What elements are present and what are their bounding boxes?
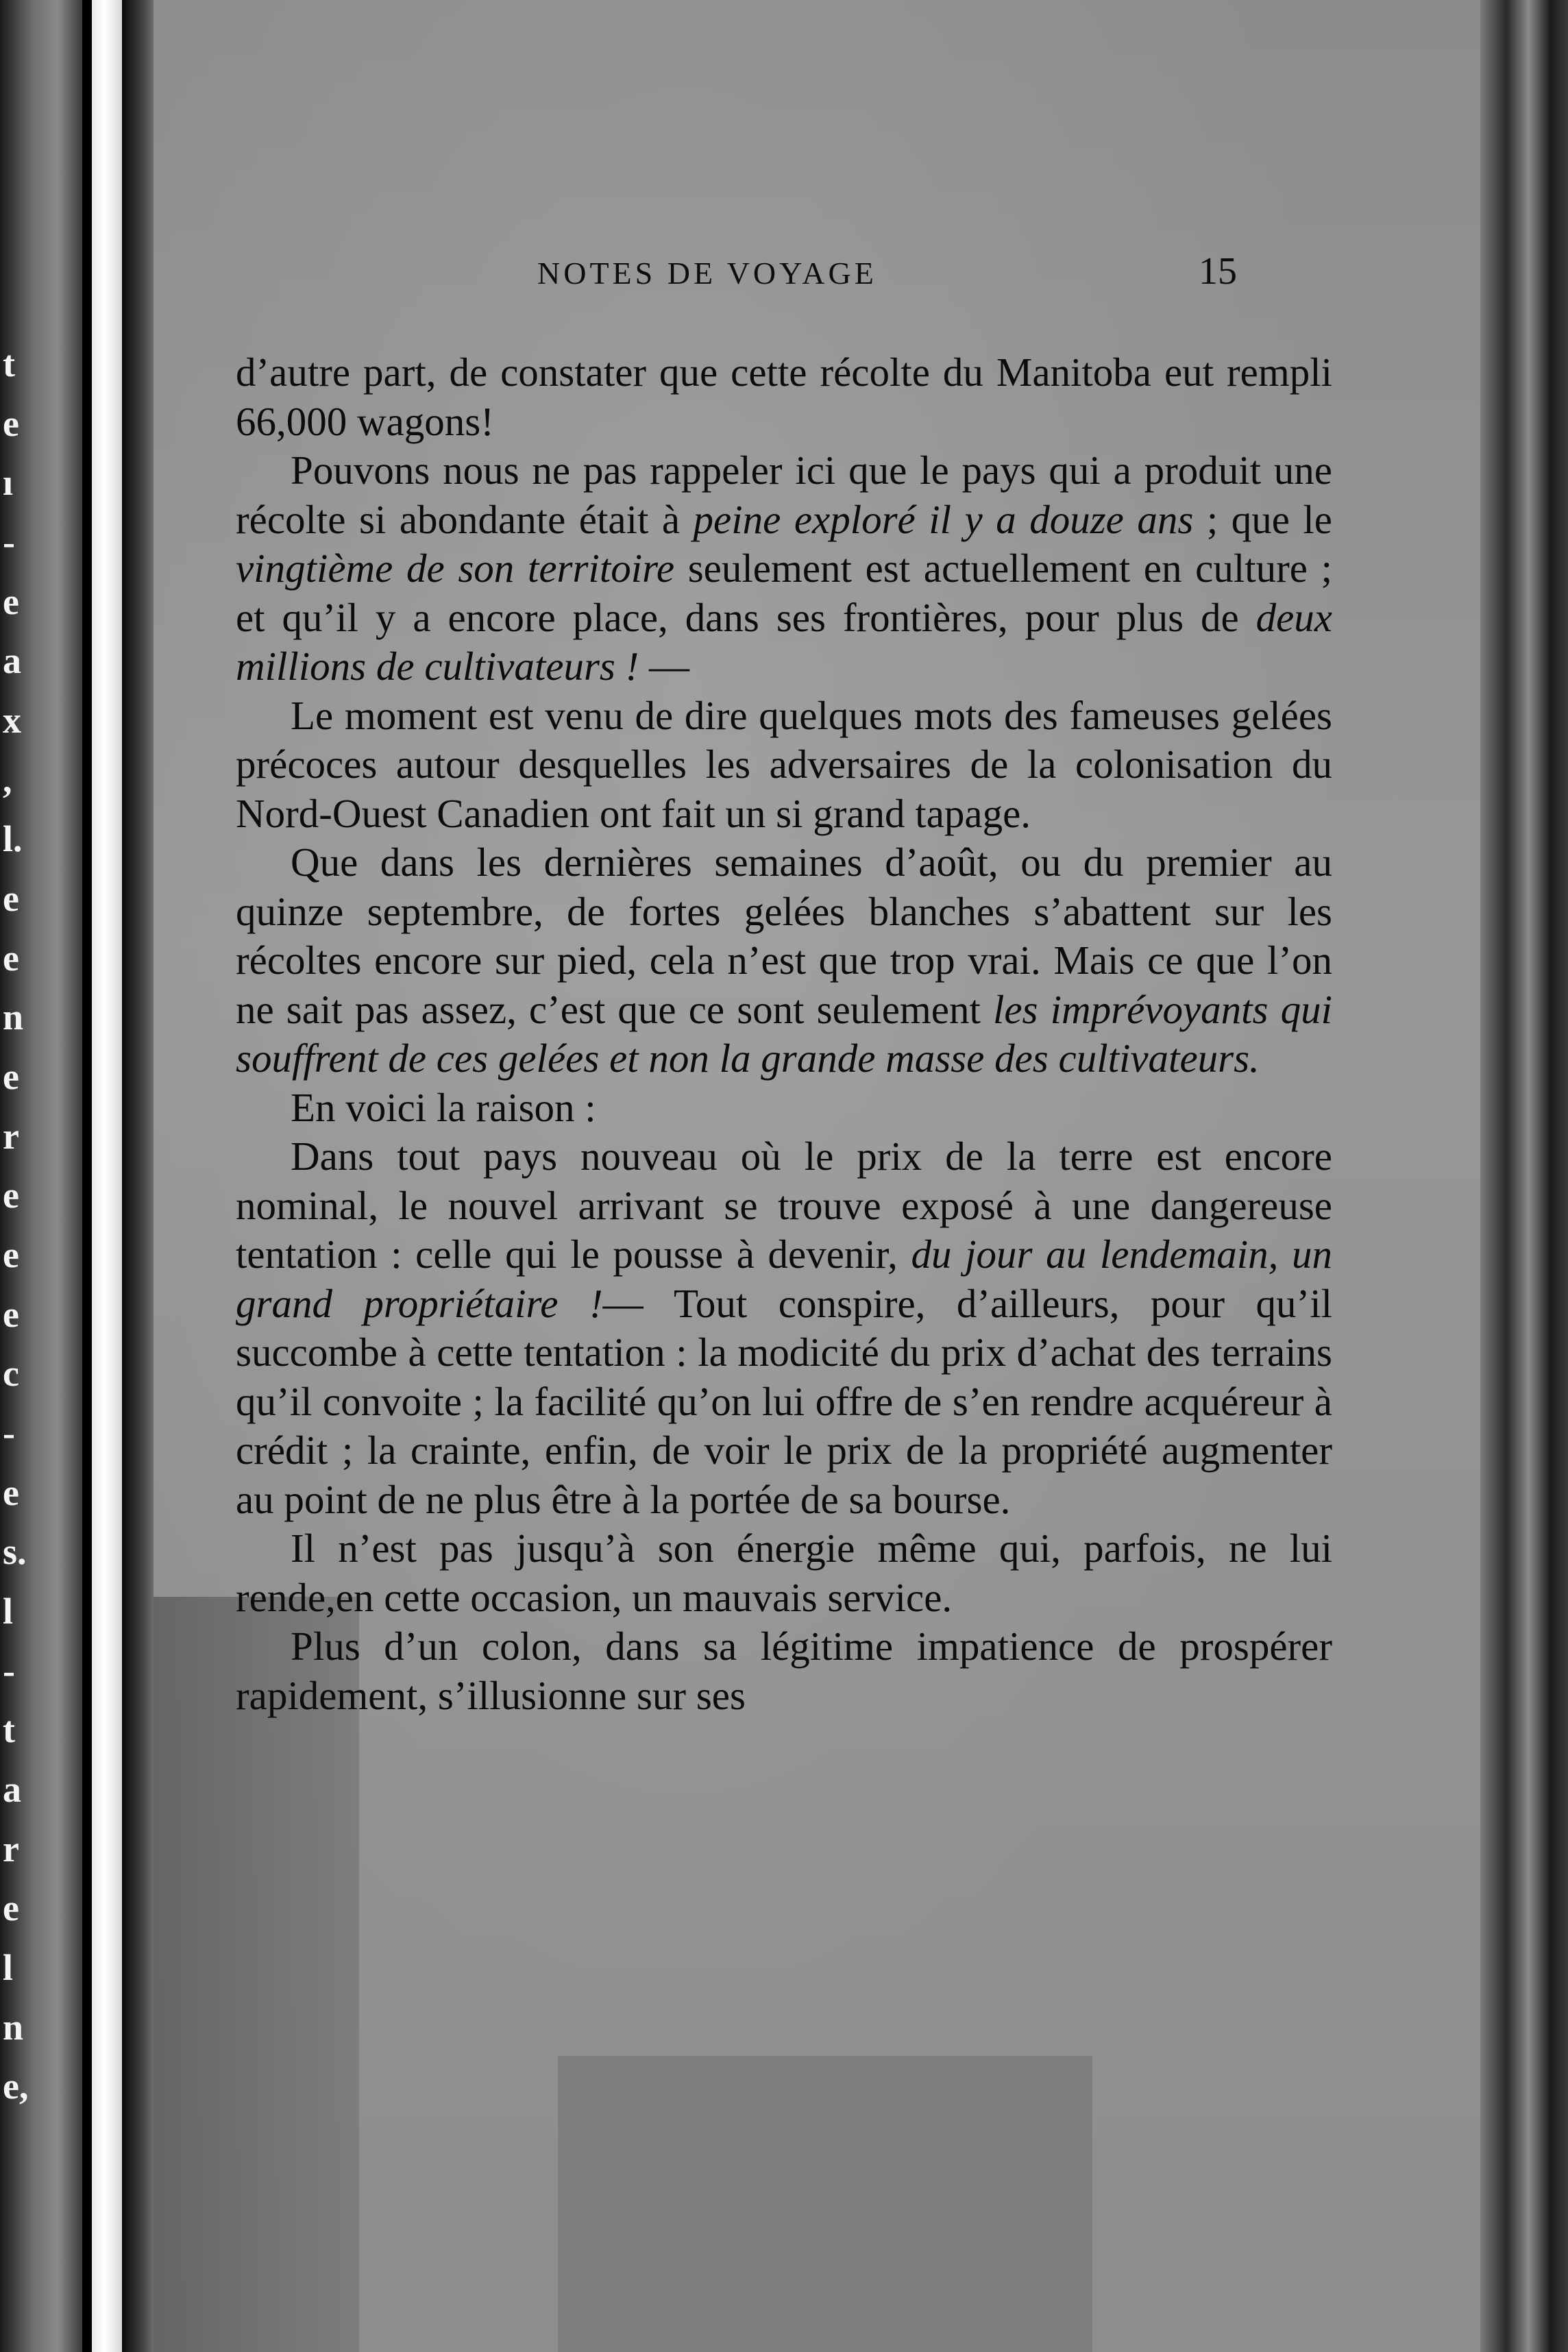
text-run: — — [639, 644, 690, 689]
text-run: Que dans les dernières semaines d’août, ou du premier au quinze septembre, de fortes gelées blanches s’abattent sur les récoltes encore sur pied, cela n’est que trop vrai. Mais ce que l’on ne sait pas assez, c’est que ce sont seulement — [236, 840, 1332, 1032]
adjacent-page-fragment: c — [3, 1353, 19, 1394]
italic-text: du jour au lendemain, un grand propriétaire ! — [236, 1232, 1332, 1326]
page-edge — [92, 0, 122, 2352]
text-run: d’autre part, de constater que cette récolte du Manitoba eut rempli 66,000 wagons! — [236, 350, 1332, 444]
adjacent-page-fragment: e — [3, 1472, 19, 1513]
page-number: 15 — [1199, 250, 1237, 293]
paragraph — [236, 1083, 1332, 1133]
page-body-text — [236, 348, 1332, 1720]
adjacent-page-fragment: e — [3, 581, 19, 622]
text-run: seulement est actuellement en culture ; et qu’il y a encore place, dans ses frontières, pour plus de — [236, 546, 1332, 640]
book-gutter — [122, 0, 154, 2352]
adjacent-page-strip — [0, 0, 82, 2352]
adjacent-page-fragment: t — [3, 343, 15, 384]
adjacent-page-fragment: - — [3, 1650, 15, 1691]
text-run: — Tout conspire, d’ailleurs, pour qu’il succombe à cette tentation : la modicité du prix d’achat des terrains qu’il convoite ; la facilité qu’on lui offre de s’en rendre acquéreur à crédit ; la crainte, enfin, de voir le prix de la propriété augmenter au point de ne plus être à la portée de sa bourse. — [236, 1280, 1332, 1522]
text-run: ; que le — [1193, 496, 1332, 542]
running-head: NOTES DE VOYAGE — [537, 256, 877, 291]
adjacent-page-fragment: e — [3, 878, 19, 919]
paragraph — [236, 1132, 1332, 1524]
adjacent-page-fragment: l. — [3, 818, 23, 859]
adjacent-page-fragment: e — [3, 1175, 19, 1216]
text-run: Il n’est pas jusqu’à son énergie même qui, parfois, ne lui rende,en cette occasion, un mauvais service. — [236, 1526, 1332, 1620]
adjacent-page-fragment: e — [3, 1294, 19, 1335]
adjacent-page-fragment: e, — [3, 2066, 29, 2107]
italic-text: peine exploré il y a douze ans — [693, 496, 1194, 542]
text-run: Pouvons nous ne pas rappeler ici que le pays qui a produit une récolte si abondante était à — [236, 448, 1332, 542]
adjacent-page-fragment: n — [3, 2007, 24, 2048]
italic-text: vingtième de son territoire — [236, 546, 675, 591]
adjacent-page-fragment: e — [3, 403, 19, 444]
text-run: Dans tout pays nouveau où le prix de la terre est encore nominal, le nouvel arrivant se trouve exposé à une dangereuse tentation : celle qui le pousse à devenir, — [236, 1134, 1332, 1277]
book-page — [154, 0, 1480, 2352]
adjacent-page-fragment: r — [3, 1828, 19, 1870]
adjacent-page-fragment: e — [3, 1056, 19, 1097]
adjacent-page-fragment: - — [3, 1412, 15, 1454]
scan-shadow-bottom — [558, 2056, 1092, 2352]
paragraph — [236, 691, 1332, 839]
paragraph — [236, 1524, 1332, 1622]
adjacent-page-fragment: - — [3, 522, 15, 563]
adjacent-page-fragment: e — [3, 1887, 19, 1928]
adjacent-page-fragment: x — [3, 700, 21, 741]
italic-text: deux millions de cultivateurs ! — [236, 594, 1332, 689]
italic-text: les imprévoyants qui souffrent de ces gelées et non la grande masse des cultivateurs. — [236, 986, 1332, 1081]
adjacent-page-fragment: r — [3, 1116, 19, 1157]
adjacent-page-fragment: s. — [3, 1531, 27, 1572]
book-spine — [1480, 0, 1568, 2352]
text-run: Plus d’un colon, dans sa légitime impatience de prospérer rapidement, s’illusionne sur ses — [236, 1624, 1332, 1718]
text-run: En voici la raison : — [291, 1084, 596, 1130]
adjacent-page-fragment: t — [3, 1709, 15, 1750]
adjacent-page-fragment: e — [3, 1234, 19, 1275]
paragraph — [236, 446, 1332, 691]
text-run: Le moment est venu de dire quelques mots des fameuses gelées précoces autour desquelles les adversaires de la colonisation du Nord-Ouest Canadien ont fait un si grand tapage. — [236, 692, 1332, 836]
paragraph — [236, 348, 1332, 446]
adjacent-page-fragment: a — [3, 640, 21, 681]
adjacent-page-fragment: , — [3, 759, 12, 800]
adjacent-page-fragment: n — [3, 996, 24, 1038]
adjacent-page-fragment: ı — [3, 462, 14, 503]
adjacent-page-fragment: l — [3, 1591, 14, 1632]
adjacent-page-fragment: a — [3, 1769, 21, 1810]
adjacent-page-fragment: e — [3, 938, 19, 979]
paragraph — [236, 838, 1332, 1083]
adjacent-page-fragment: l — [3, 1947, 14, 1988]
page-header — [154, 250, 1480, 303]
paragraph — [236, 1622, 1332, 1720]
